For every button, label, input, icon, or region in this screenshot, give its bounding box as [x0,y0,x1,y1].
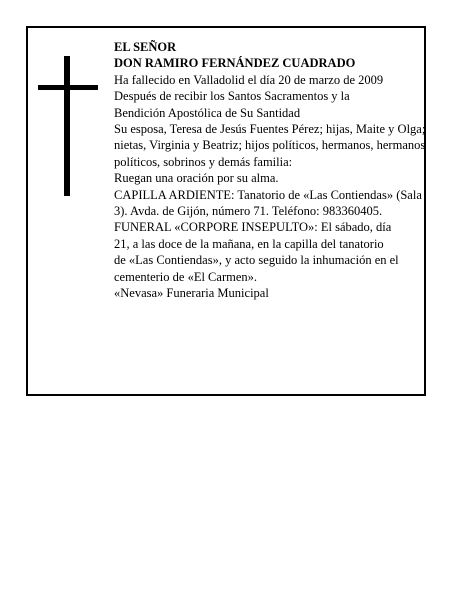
deceased-name: DON RAMIRO FERNÁNDEZ CUADRADO [114,56,356,71]
obituary-text [114,39,428,302]
death-statement: Ha fallecido en Valladolid el día 20 de marzo de 2009 [114,72,384,87]
cross-horizontal-bar [38,85,98,90]
obituary-title: EL SEÑOR [114,40,177,54]
funeral-info-line-4: cementerio de «El Carmen». [114,269,257,284]
funeral-info-line-2: 21, a las doce de la mañana, en la capilla del tanatorio [114,236,384,251]
family-list: Su esposa, Teresa de Jesús Fuentes Pérez; hijas, Maite y Olga; nietas, Virginia y Beatriz; hijos políticos, hermanos, hermanos políticos, sobrinos y demás familia: [114,122,426,169]
chapel-info: CAPILLA ARDIENTE: Tanatorio de «Las Contiendas» (Sala 3). Avda. de Gijón, número 71. Teléfono: 983360405. [114,187,422,219]
sacraments-line-2: Bendición Apostólica de Su Santidad [114,105,301,120]
funeral-home: «Nevasa» Funeraria Municipal [114,286,269,301]
cross-icon [38,56,98,196]
funeral-info-line-1: FUNERAL «CORPORE INSEPULTO»: El sábado, día [114,220,392,235]
prayer-request: Ruegan una oración por su alma. [114,171,279,186]
funeral-info-line-3: de «Las Contiendas», y acto seguido la inhumación en el [114,253,399,268]
sacraments-line-1: Después de recibir los Santos Sacramentos y la [114,89,350,104]
cross-vertical-bar [64,56,70,196]
